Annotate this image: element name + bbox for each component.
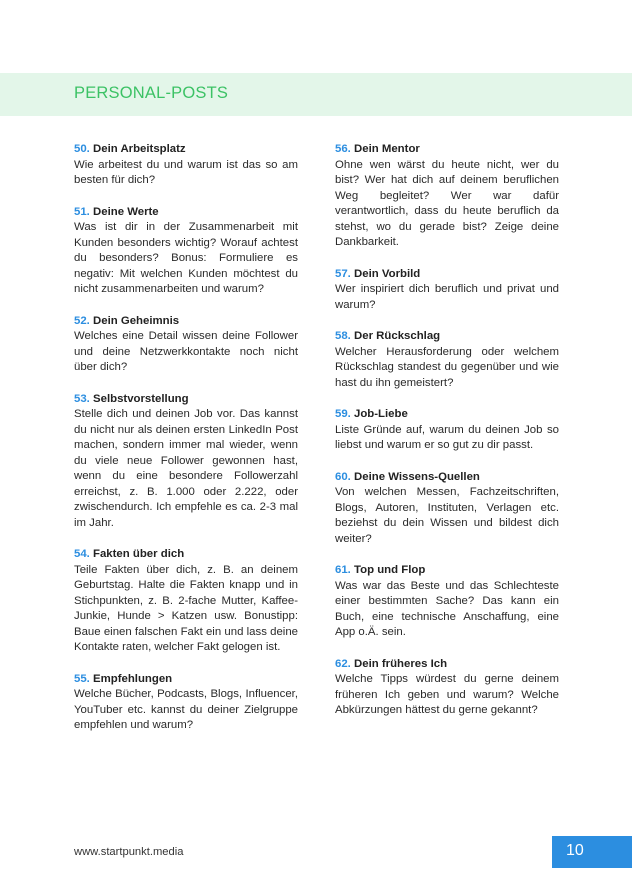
footer-url: www.startpunkt.media bbox=[74, 846, 184, 858]
item-title: Empfehlungen bbox=[93, 672, 173, 685]
list-item bbox=[335, 142, 559, 251]
item-body: Welche Bücher, Podcasts, Blogs, Influencer, YouTuber etc. kannst du deiner Zielgruppe empfehlen und warum? bbox=[74, 688, 298, 731]
item-number: 56. bbox=[335, 143, 351, 155]
list-item bbox=[74, 142, 298, 189]
item-heading bbox=[74, 205, 298, 221]
item-heading bbox=[335, 267, 559, 283]
item-heading bbox=[335, 407, 559, 423]
item-number: 52. bbox=[74, 314, 90, 327]
list-item bbox=[74, 672, 298, 734]
item-heading bbox=[335, 657, 559, 673]
item-title: Dein Geheimnis bbox=[93, 314, 180, 327]
item-body: Stelle dich und deinen Job vor. Das kannst du nicht nur als deinen ersten LinkedIn Post machen, sondern immer mal wieder, wenn du viele neue Follower gewonnen hast, wenn du eine besondere Followerzahl erreichst, z. B. 1.000 oder 2.222, oder zwischendurch. Ich empfehle es ca. 2-3 mal im Jahr. bbox=[74, 408, 298, 529]
item-title: Top und Flop bbox=[354, 564, 426, 576]
item-body: Welcher Herausforderung oder welchem Rückschlag standest du gegenüber und wie hast du ihn gemeistert? bbox=[335, 345, 559, 389]
list-item bbox=[74, 205, 298, 298]
item-number: 53. bbox=[74, 392, 90, 405]
item-heading bbox=[74, 672, 298, 688]
item-heading bbox=[74, 392, 298, 408]
item-heading bbox=[335, 142, 559, 158]
item-number: 50. bbox=[74, 143, 90, 155]
item-body: Liste Gründe auf, warum du deinen Job so liebst und warum er so gut zu dir passt. bbox=[335, 423, 559, 451]
item-body: Wie arbeitest du und warum ist das so am besten für dich? bbox=[74, 158, 298, 186]
item-number: 51. bbox=[74, 205, 90, 218]
item-body: Wer inspiriert dich beruflich und privat und warum? bbox=[335, 283, 559, 311]
item-number: 54. bbox=[74, 548, 90, 560]
list-item bbox=[335, 329, 559, 391]
item-body: Welches eine Detail wissen deine Follower und deine Netzwerkkontakte noch nicht über dich? bbox=[74, 330, 298, 373]
list-item bbox=[335, 407, 559, 454]
item-title: Dein Vorbild bbox=[354, 267, 421, 280]
item-body: Was war das Beste und das Schlechteste einer bestimmten Sache? Das kann ein Buch, eine technische Anschaffung, eine App o.Ä. sein. bbox=[335, 579, 559, 638]
list-item bbox=[74, 392, 298, 532]
item-title: Dein Mentor bbox=[354, 143, 420, 155]
item-number: 60. bbox=[335, 470, 351, 483]
item-heading bbox=[335, 329, 559, 345]
item-number: 55. bbox=[74, 672, 90, 685]
item-title: Dein früheres Ich bbox=[354, 657, 448, 670]
item-title: Der Rückschlag bbox=[354, 330, 441, 342]
list-item bbox=[335, 267, 559, 314]
item-heading bbox=[335, 470, 559, 486]
item-number: 57. bbox=[335, 267, 351, 280]
item-heading bbox=[74, 314, 298, 330]
item-number: 62. bbox=[335, 657, 351, 670]
item-title: Deine Wissens-Quellen bbox=[354, 470, 480, 483]
list-item bbox=[335, 563, 559, 641]
left-column bbox=[74, 142, 298, 750]
item-body: Welche Tipps würdest du gerne deinem früheren Ich geben und warum? Welche Abkürzungen hättest du gerne gekannt? bbox=[335, 673, 559, 716]
right-column bbox=[335, 142, 559, 735]
page-number: 10 bbox=[566, 842, 584, 859]
item-title: Job-Liebe bbox=[354, 408, 408, 420]
page-number-box bbox=[552, 836, 632, 868]
item-number: 58. bbox=[335, 330, 351, 342]
section-title: PERSONAL-POSTS bbox=[74, 84, 229, 102]
list-item bbox=[74, 547, 298, 656]
item-title: Fakten über dich bbox=[93, 548, 185, 560]
item-body: Ohne wen wärst du heute nicht, wer du bist? Wer hat dich auf deinem beruflichen Weg begleitet? Wer war dafür verantwortlich, dass du heute beruflich da stehst, wo du gerade bist? Zeige deine Dankbarkeit. bbox=[335, 158, 559, 248]
item-heading bbox=[74, 142, 298, 158]
section-banner bbox=[0, 73, 632, 116]
item-heading bbox=[74, 547, 298, 563]
list-item bbox=[335, 657, 559, 719]
item-number: 61. bbox=[335, 564, 351, 576]
item-body: Teile Fakten über dich, z. B. an deinem Geburtstag. Halte die Fakten knapp und in Stichpunkten, z. B. 2-fache Mutter, Kaffee-Junkie, Hunde > Katzen usw. Bonustipp: Baue einen falschen Fakt ein und lass deine Kontakte raten, welcher Fakt gelogen ist. bbox=[74, 563, 298, 653]
list-item bbox=[335, 470, 559, 548]
list-item bbox=[74, 314, 298, 376]
item-body: Von welchen Messen, Fachzeitschriften, Blogs, Autoren, Instituten, Verlagen etc. beziehst du dein Wissen und bildest dich weiter? bbox=[335, 486, 559, 545]
item-body: Was ist dir in der Zusammenarbeit mit Kunden besonders wichtig? Worauf achtest du besonders? Bonus: Formuliere es negativ: Mit welchen Kunden möchtest du nicht zusammenarbeiten und warum? bbox=[74, 221, 298, 295]
item-number: 59. bbox=[335, 408, 351, 420]
item-title: Deine Werte bbox=[93, 205, 159, 218]
item-title: Selbstvorstellung bbox=[93, 392, 189, 405]
item-heading bbox=[335, 563, 559, 579]
item-title: Dein Arbeitsplatz bbox=[93, 143, 186, 155]
